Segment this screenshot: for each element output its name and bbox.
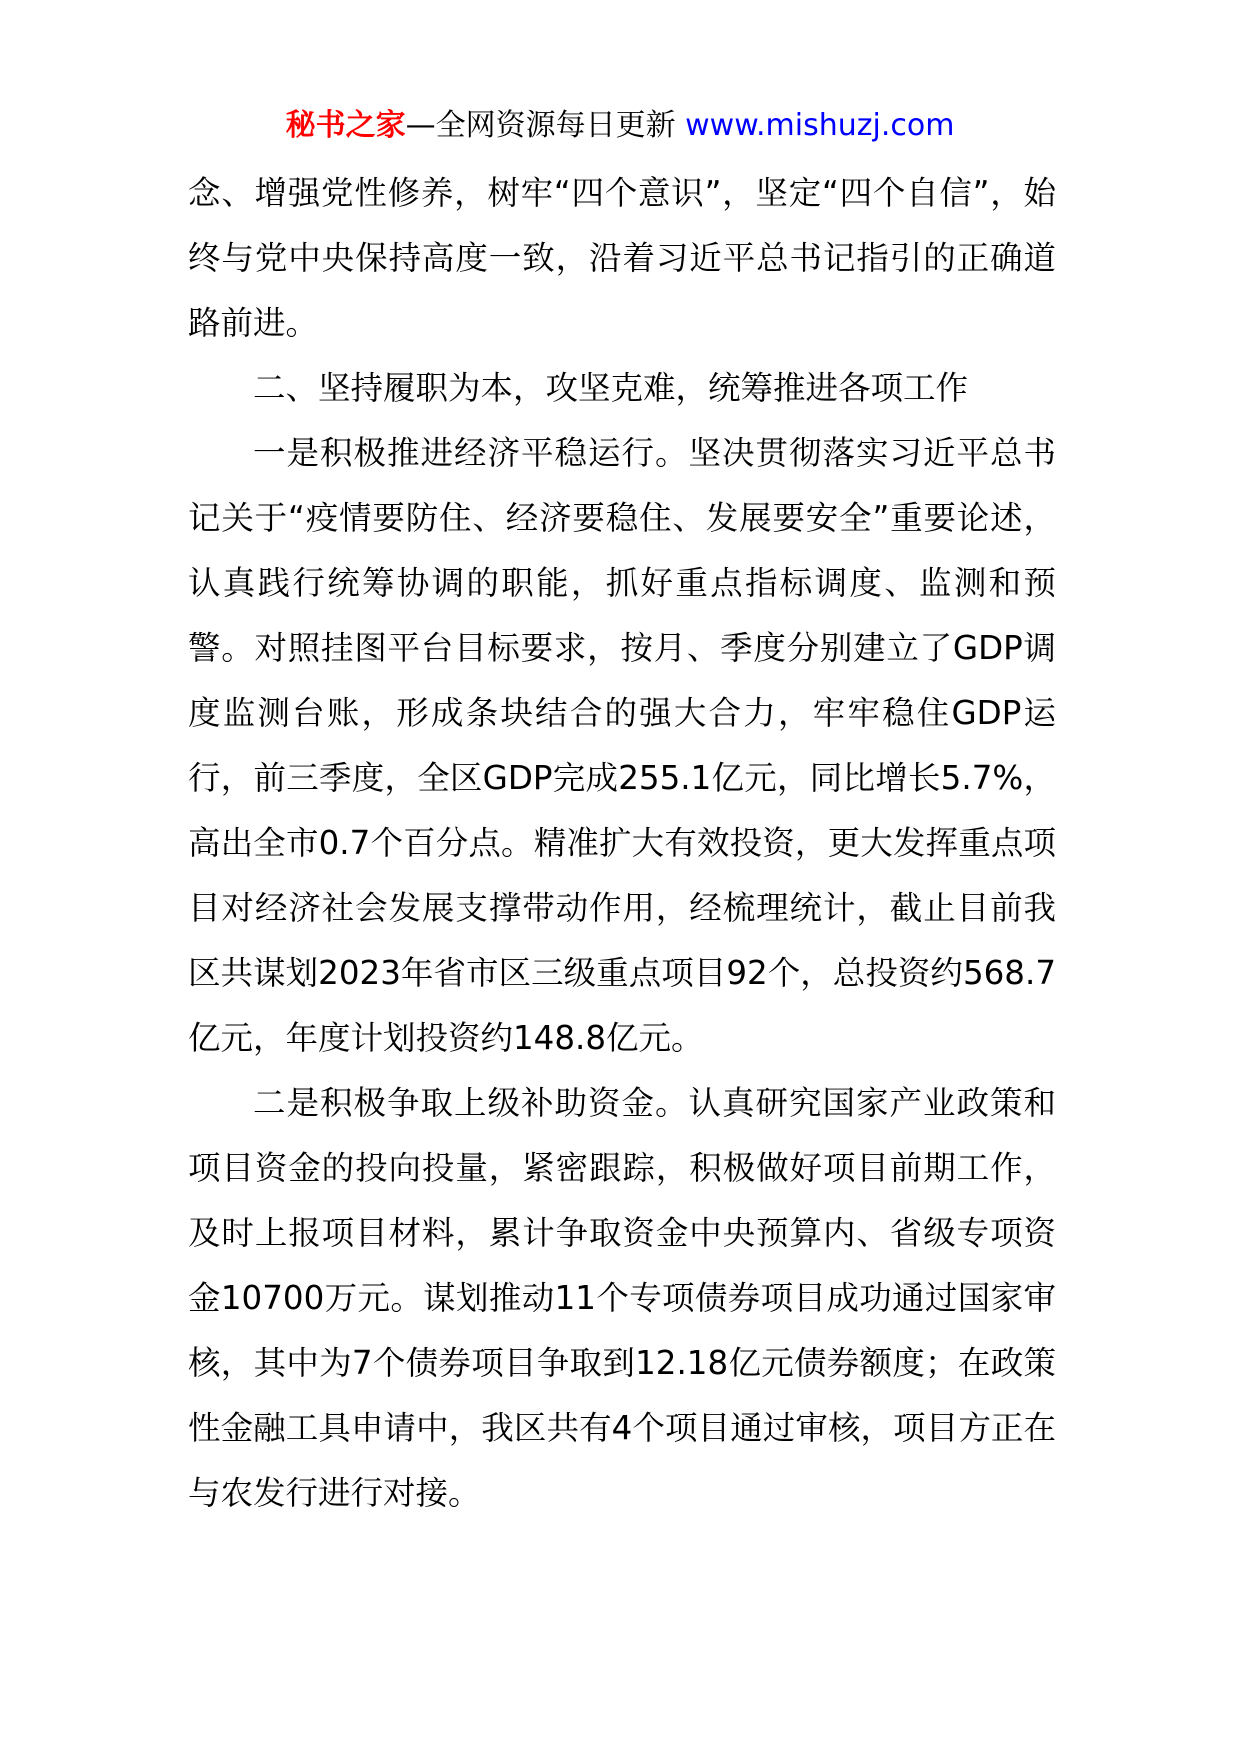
paragraph-economy: 一是积极推进经济平稳运行。坚决贯彻落实习近平总书记关于“疫情要防住、经济要稳住、发展要安全”重要论述，认真践行统筹协调的职能，抓好重点指标调度、监测和预警。对照挂图平台目标要求，按月、季度分别建立了GDP调度监测台账，形成条块结合的强大合力，牢牢稳住GDP运行，前三季度，全区GDP完成255.1亿元，同比增长5.7%，高出全市0.7个百分点。精准扩大有效投资，更大发挥重点项目对经济社会发展支撑带动作用，经梳理统计，截止目前我区共谋划2023年省市区三级重点项目92个，总投资约568.7亿元，年度计划投资约148.8亿元。 <box>188 434 1056 1057</box>
header-url-link[interactable]: www.mishuzj.com <box>685 108 955 143</box>
page-header <box>0 101 1240 151</box>
paragraph-funding: 二是积极争取上级补助资金。认真研究国家产业政策和项目资金的投向投量，紧密跟踪，积极做好项目前期工作，及时上报项目材料，累计争取资金中央预算内、省级专项资金10700万元。谋划推动11个专项债券项目成功通过国家审核，其中为7个债券项目争取到12.18亿元债券额度；在政策性金融工具申请中，我区共有4个项目通过审核，项目方正在与农发行进行对接。 <box>188 1084 1056 1512</box>
document-body <box>188 161 1056 1526</box>
paragraph-continuation: 念、增强党性修养，树牢“四个意识”，坚定“四个自信”，始终与党中央保持高度一致，沿着习近平总书记指引的正确道路前进。 <box>188 174 1056 342</box>
brand-name: 秘书之家 <box>285 108 406 143</box>
section-heading: 二、坚持履职为本，攻坚克难，统筹推进各项工作 <box>253 369 969 407</box>
header-tagline: —全网资源每日更新 <box>405 108 676 143</box>
